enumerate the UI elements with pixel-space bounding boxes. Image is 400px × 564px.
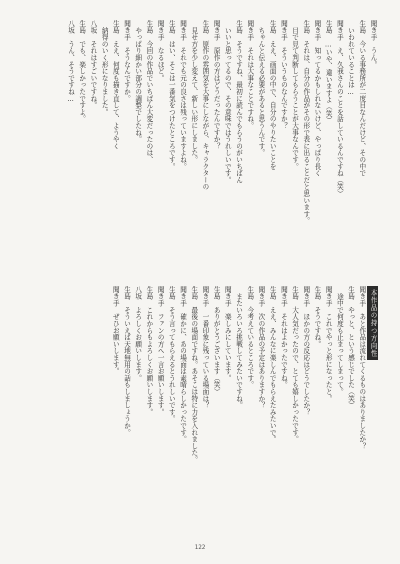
dialogue-line <box>367 20 378 278</box>
dialogue-text: そうなんですか。 <box>122 47 131 102</box>
dialogue-text: いわれていることは… <box>346 27 355 97</box>
speaker-label: 生島 <box>290 286 299 300</box>
dialogue-line <box>356 286 367 538</box>
dialogue-line <box>232 286 243 538</box>
dialogue-line <box>120 20 131 278</box>
dialogue-text: ええ、何度も描き直して、ようやく <box>111 40 120 150</box>
dialogue-text: 楽しみにしています。 <box>223 313 232 382</box>
dialogue-text: よろしくお願いします。 <box>133 306 142 382</box>
speaker-label: 生島 <box>212 286 221 300</box>
dialogue-text: あと作品は流れてくるものはありましたか？ <box>357 313 366 450</box>
speaker-label: 生島 <box>357 20 366 34</box>
dialogue-text: 大人気だったので、とても嬉しかったです。 <box>290 306 299 443</box>
dialogue-text: 今考えているところです。 <box>245 306 254 389</box>
speaker-label: 聞き手 <box>156 286 165 307</box>
dialogue-text: そういえば天地無用の話もしましょうか。 <box>122 306 131 436</box>
dialogue-line <box>277 286 288 538</box>
dialogue-text: はい、そこは一番気をつけたところです。 <box>167 40 176 170</box>
dialogue-line <box>176 286 187 538</box>
speaker-label: 聞き手 <box>156 20 165 41</box>
dialogue-text: 目で見て判断してもらうことが大事なんです。 <box>290 27 299 170</box>
dialogue-line <box>210 20 221 278</box>
dialogue-line <box>199 20 210 278</box>
dialogue-line <box>333 286 344 538</box>
dialogue-line <box>143 286 154 538</box>
speaker-label: 聞き手 <box>369 20 377 41</box>
dialogue-line <box>244 286 255 538</box>
dialogue-text: ありがとうございます（笑） <box>212 306 221 396</box>
section-heading: 本作品の持つ方向性 <box>367 286 378 360</box>
dialogue-line <box>109 20 120 278</box>
speaker-label: 生島 <box>77 20 86 34</box>
speaker-label: 聞き手 <box>324 286 333 307</box>
dialogue-text: ぜひお願いします。 <box>111 313 120 375</box>
dialogue-line <box>109 286 120 538</box>
dialogue-text: またいろいろ挑戦してみたいですね。 <box>234 293 243 409</box>
dialogue-text: これからもよろしくお願いします。 <box>144 306 153 416</box>
dialogue-text: ちゃんと伝える必要があると思うんです。 <box>256 27 265 157</box>
dialogue-line <box>288 286 299 538</box>
speaker-label: 生島 <box>144 20 153 34</box>
dialogue-text: うん。 <box>369 47 377 68</box>
dialogue-text: 知ってるかもしれないけど、やっぱり長く <box>312 47 321 177</box>
dialogue-text: 今いる事務所が二度目なんだけど、その中で <box>357 40 366 177</box>
dialogue-line <box>344 286 355 538</box>
dialogue-text: 原作の雰囲気を大事にしながら、キャラクターの <box>200 40 209 191</box>
speaker-label: 聞き手 <box>111 286 120 307</box>
speaker-label: 生島 <box>346 286 355 300</box>
dialogue-text: 最後の場面ですね。あそこは特に力を入れました。 <box>189 306 198 464</box>
dialogue-line <box>87 20 98 278</box>
dialogue-text: 次の作品の予定はありますか？ <box>256 313 265 409</box>
dialogue-text: これでやっと形になったと。 <box>324 313 333 402</box>
dialogue-text: それはよかったですね。 <box>279 313 288 389</box>
dialogue-text: うん、そうですね… <box>66 40 75 104</box>
speaker-label: 生島 <box>144 286 153 300</box>
speaker-label: 生島 <box>245 286 254 300</box>
dialogue-line <box>322 20 333 278</box>
dialogue-line <box>188 286 199 538</box>
dialogue-line <box>143 20 154 278</box>
dialogue-line <box>132 20 143 278</box>
dialogue-text: なるほど。 <box>156 47 165 82</box>
speaker-label: 聞き手 <box>122 20 131 41</box>
dialogue-text: それは、自分の作品がその形で表に出ることだと思います。 <box>301 40 310 225</box>
dialogue-line <box>300 20 311 278</box>
interview-upper-tier <box>18 20 378 278</box>
dialogue-text: 原作の方はどうだったんですか？ <box>212 47 221 150</box>
speaker-label: 聞き手 <box>212 20 221 41</box>
dialogue-line <box>176 20 187 278</box>
speaker-label: 聞き手 <box>178 286 187 307</box>
speaker-label: 聞き手 <box>279 20 288 41</box>
speaker-label: 八坂 <box>88 20 97 34</box>
dialogue-line <box>255 286 266 538</box>
speaker-label: 聞き手 <box>223 286 232 307</box>
dialogue-text: 今回の作品でいちばん大変だったのは、 <box>144 40 153 164</box>
speaker-label: 八坂 <box>133 286 142 300</box>
dialogue-line <box>322 286 333 538</box>
speaker-label: 生島 <box>312 286 321 300</box>
dialogue-line <box>356 20 367 278</box>
dialogue-line <box>165 20 176 278</box>
dialogue-line <box>76 20 87 278</box>
dialogue-text: え、久我さんのことを話しているんですね（笑） <box>335 47 344 198</box>
dialogue-line <box>154 286 165 538</box>
dialogue-line <box>221 286 232 538</box>
speaker-label: 聞き手 <box>245 20 254 41</box>
dialogue-text: それは大事なことですね。 <box>245 47 254 130</box>
dialogue-line <box>344 20 355 278</box>
speaker-label: 生島 <box>268 286 277 300</box>
speaker-label: 聞き手 <box>301 286 310 307</box>
dialogue-line <box>232 20 243 278</box>
speaker-label: 聞き手 <box>335 20 344 41</box>
dialogue-text: ほかの方の反応はどうでしたか？ <box>301 313 310 416</box>
dialogue-text: 途中で何度も止まってしまって。 <box>335 293 344 395</box>
dialogue-text: それはすごいですね。 <box>88 40 97 109</box>
speaker-label: 生島 <box>268 20 277 34</box>
dialogue-line <box>266 286 277 538</box>
dialogue-line <box>288 20 299 278</box>
speaker-label: 生島 <box>167 20 176 34</box>
dialogue-line <box>221 20 232 278</box>
dialogue-text: ええ、画面の中で、自分のやりたいことを <box>268 40 277 170</box>
dialogue-text: 一番印象に残っている場面は？ <box>200 313 209 409</box>
dialogue-line <box>311 286 322 538</box>
speaker-label: 聞き手 <box>279 286 288 307</box>
section-heading-line <box>367 286 378 538</box>
dialogue-line <box>277 20 288 278</box>
dialogue-text: いいと思ってるので、その意味ではうれしいです。 <box>223 27 232 184</box>
dialogue-line <box>199 286 210 538</box>
speaker-label: 聞き手 <box>357 286 366 307</box>
dialogue-line <box>188 20 199 278</box>
speaker-label: 生島 <box>324 20 333 34</box>
dialogue-text: そうですね。 <box>312 306 321 348</box>
page-number: 122 <box>194 544 206 551</box>
dialogue-text: そうですね、最初に読んでもらうのがいちばん <box>234 40 243 184</box>
speaker-label: 生島 <box>122 286 131 300</box>
dialogue-line <box>333 20 344 278</box>
speaker-label: 聞き手 <box>312 20 321 41</box>
dialogue-text: それでも元の良さは残っていますよね。 <box>178 47 187 170</box>
dialogue-text: でも、楽しかったですよ。 <box>77 40 86 123</box>
dialogue-text: 納得のいく形になりました。 <box>100 27 109 116</box>
dialogue-line <box>98 20 109 278</box>
dialogue-line <box>132 286 143 538</box>
dialogue-text: やっと、という感じでした（笑） <box>346 306 355 409</box>
speaker-label: 生島 <box>111 20 120 34</box>
dialogue-text: …いや、違いますよ（笑） <box>324 40 333 124</box>
speaker-label: 生島 <box>189 286 198 300</box>
speaker-label: 聞き手 <box>178 20 187 41</box>
speaker-label: 生島 <box>234 20 243 34</box>
dialogue-text: やっぱり細かい部分の調整でしたね。 <box>133 27 142 143</box>
dialogue-text: そう言ってもらえるとうれしいです。 <box>167 306 176 423</box>
dialogue-line <box>300 286 311 538</box>
dialogue-line <box>311 20 322 278</box>
interview-lower-tier <box>18 286 378 538</box>
dialogue-line <box>120 286 131 538</box>
dialogue-text: ファンの方へ一言お願いします。 <box>156 313 165 416</box>
dialogue-text: ええ、みんなに楽しんでもらえたみたいで。 <box>268 306 277 443</box>
dialogue-line <box>244 20 255 278</box>
dialogue-line <box>154 20 165 278</box>
dialogue-line <box>210 286 221 538</box>
dialogue-text: 見せ方を少し変えて、新しい形にしました。 <box>189 27 198 163</box>
speaker-label: 生島 <box>200 20 209 34</box>
dialogue-text: そういうものなんですか？ <box>279 47 288 130</box>
dialogue-line <box>266 20 277 278</box>
dialogue-line <box>64 20 75 278</box>
dialogue-line <box>165 286 176 538</box>
speaker-label: 生島 <box>301 20 310 34</box>
speaker-label: 聞き手 <box>200 286 209 307</box>
speaker-label: 聞き手 <box>256 286 265 307</box>
speaker-label: 八坂 <box>66 20 75 34</box>
dialogue-line <box>255 20 266 278</box>
speaker-label: 生島 <box>167 286 176 300</box>
dialogue-text: 確かに、あの場面は素晴らしかったです。 <box>178 313 187 443</box>
